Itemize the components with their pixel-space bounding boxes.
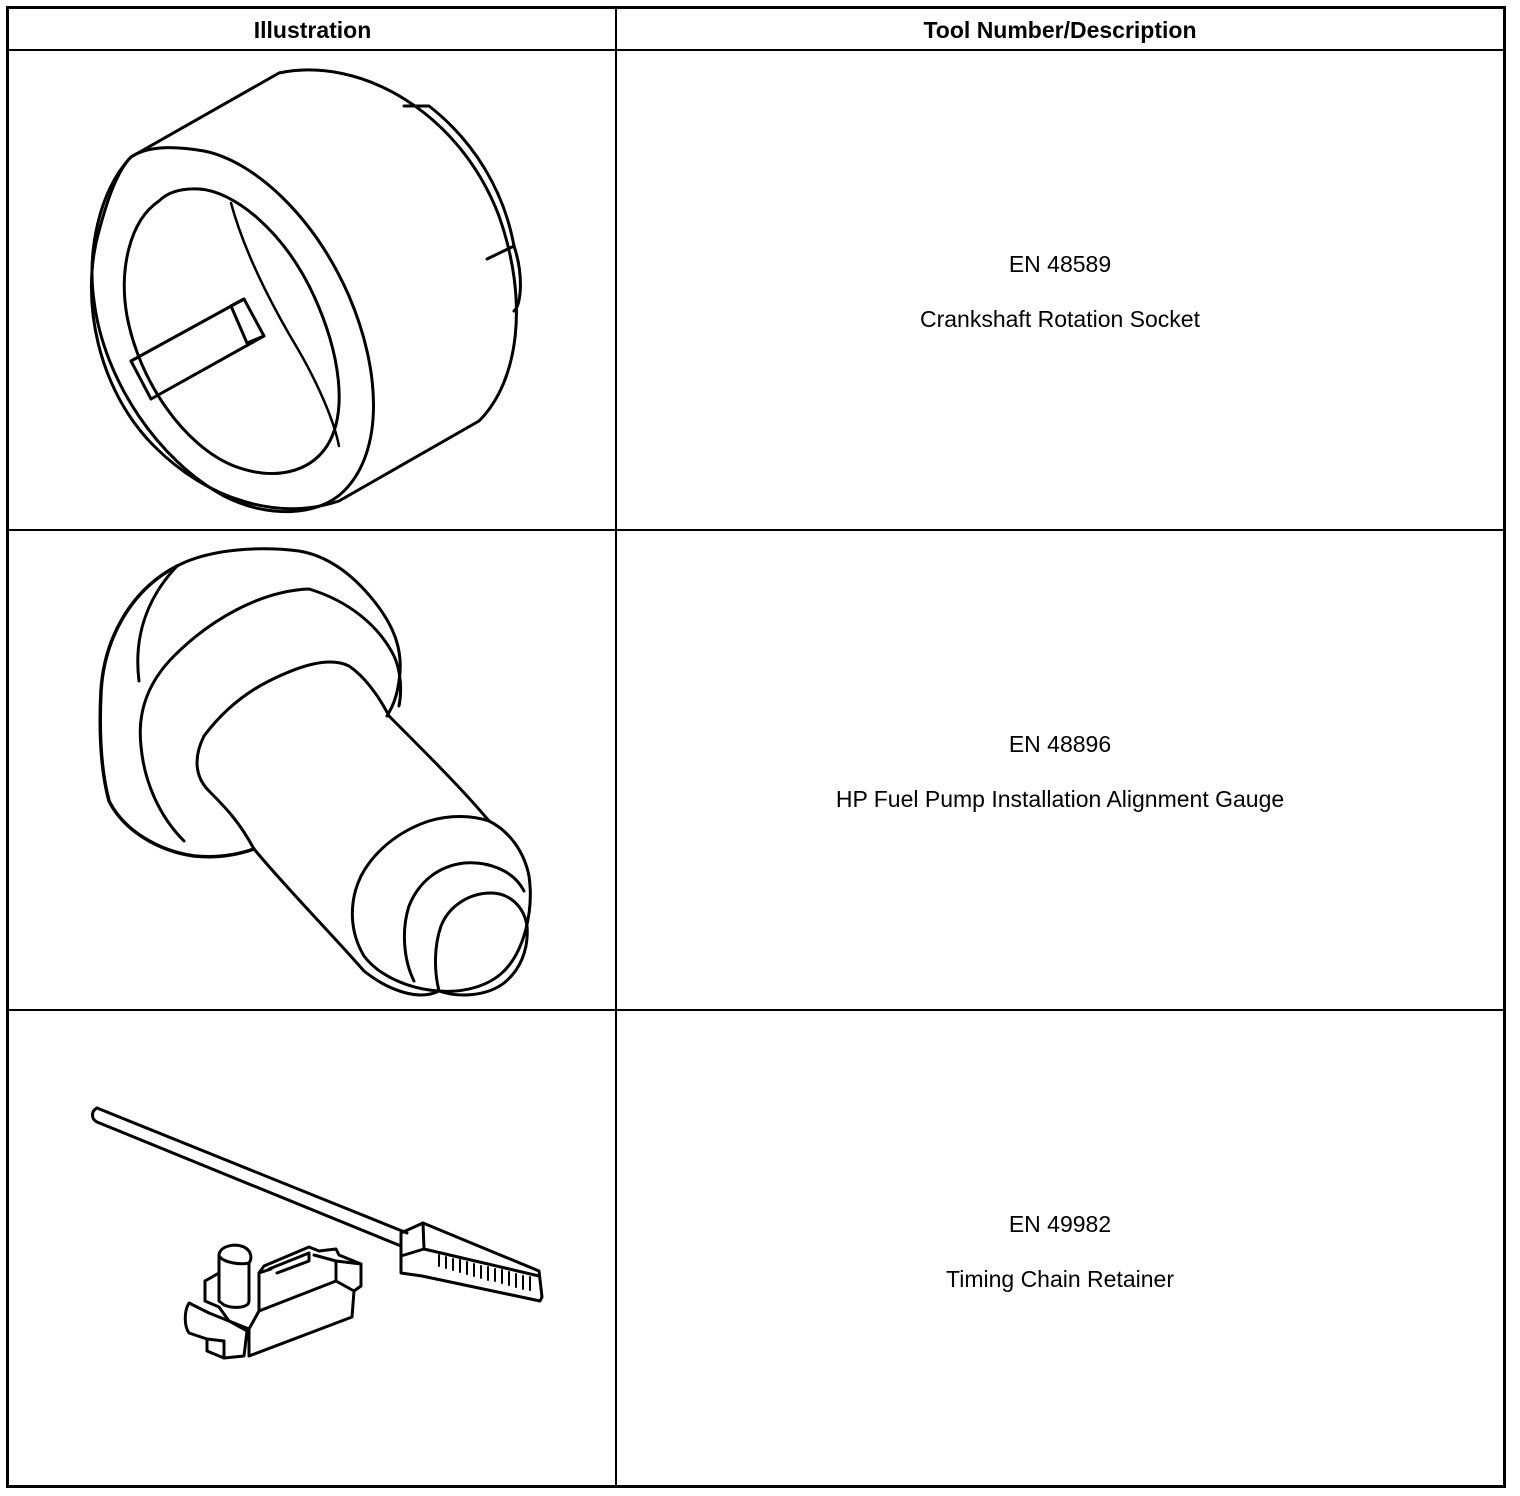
- tool-number: EN 49982: [1008, 1211, 1112, 1237]
- illustration-cell: [9, 531, 615, 1009]
- illustration-cell: [9, 51, 615, 529]
- fuel-pump-alignment-gauge-icon: [9, 531, 615, 1009]
- timing-chain-retainer-icon: [9, 1011, 615, 1485]
- table-row: [9, 51, 1503, 531]
- tool-description: Timing Chain Retainer: [946, 1266, 1174, 1292]
- tool-description: Crankshaft Rotation Socket: [920, 306, 1200, 332]
- table-row: [9, 531, 1503, 1011]
- illustration-cell: [9, 1011, 615, 1485]
- description-cell: [617, 1011, 1503, 1485]
- header-tool-number-description: Tool Number/Description: [923, 17, 1197, 43]
- description-cell: [617, 51, 1503, 529]
- tool-table: [6, 6, 1506, 1488]
- header-illustration: Illustration: [253, 17, 372, 43]
- table-row: [9, 1011, 1503, 1485]
- table-header-row: [9, 9, 1503, 51]
- tool-number: EN 48896: [1008, 731, 1112, 757]
- tool-number: EN 48589: [1008, 251, 1112, 277]
- description-cell: [617, 531, 1503, 1009]
- tool-description: HP Fuel Pump Installation Alignment Gauge: [835, 786, 1285, 812]
- crankshaft-rotation-socket-icon: [9, 51, 615, 529]
